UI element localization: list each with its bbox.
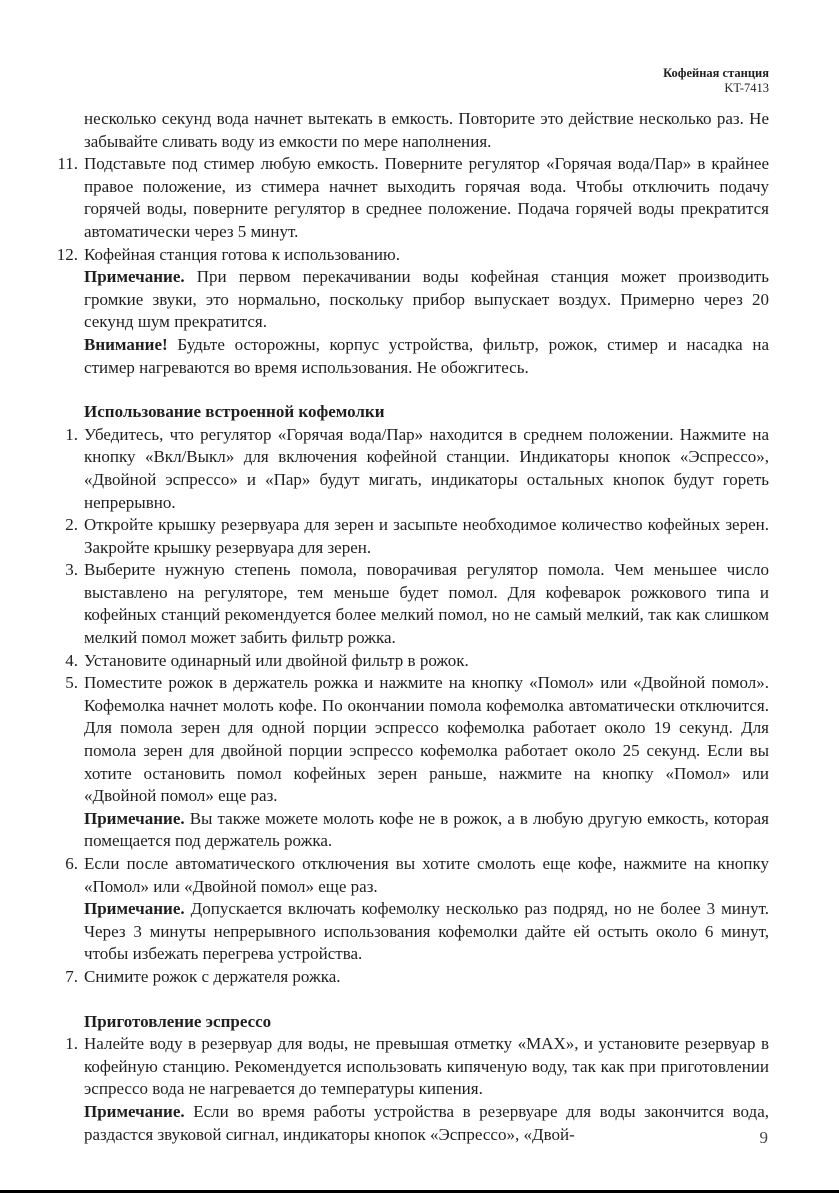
grinder-steps-list	[50, 424, 769, 989]
page-header	[663, 66, 769, 96]
note-label: Примечание.	[84, 1101, 185, 1121]
note-label: Примечание.	[84, 899, 185, 919]
page-number: 9	[759, 1128, 768, 1147]
item-text: Убедитесь, что регулятор «Горячая вода/Пар» находится в среднем положении. Нажмите на кнопку «Вкл/Выкл» для включения кофейной станции. Индикаторы кнопок «Эспрессо», «Двойной эспрессо» и «Пар» будут мигать, индикаторы остальных кнопок будут гореть непрерывно.	[84, 424, 769, 512]
item-number: 3.	[65, 560, 78, 580]
item-text: Кофейная станция готова к использованию.	[84, 244, 400, 264]
item-text: Поместите рожок в держатель рожка и нажмите на кнопку «Помол» или «Двойной помол». Кофемолка начнет молоть кофе. По окончании помола кофемолка автоматически отключится. Для помола зерен для одной порции эспрессо кофемолка работает около 19 секунд. Для помола зерен для двойной порции эспрессо кофемолка работает около 25 секунд. Если вы хотите остановить помол кофейных зерен раньше, нажмите на кнопку «Помол» или «Двойной помол» еще раз.	[84, 673, 769, 806]
section-title-grinder: Использование встроенной кофемолки	[84, 402, 385, 422]
header-brand: Кофейная станция	[663, 66, 769, 80]
continuation-paragraph: несколько секунд вода начнет вытекать в емкость. Повторите это действие несколько раз. Не забывайте сливать воду из емкости по мере наполнения.	[84, 109, 769, 151]
item-number: 11.	[57, 154, 78, 174]
item-number: 4.	[65, 650, 78, 670]
note-label: Примечание.	[84, 808, 185, 828]
note-label: Примечание.	[84, 267, 185, 287]
item-text: Установите одинарный или двойной фильтр в рожок.	[84, 650, 469, 670]
list-item	[50, 244, 769, 380]
list-item	[50, 1033, 769, 1146]
note-text: Допускается включать кофемолку несколько раз подряд, но не более 3 минут. Через 3 минуты непрерывного использования кофемолки дайте ей остыть около 6 минут, чтобы избежать перегрева устройства.	[84, 899, 769, 964]
espresso-steps-list	[50, 1033, 769, 1146]
item-number: 1.	[65, 424, 78, 444]
list-item	[50, 650, 769, 673]
list-item	[50, 153, 769, 243]
item-text: Выберите нужную степень помола, поворачивая регулятор помола. Чем меньшее число выставлено на регуляторе, тем меньше будет помол. Для кофеварок рожкового типа и кофейных станций рекомендуется более мелкий помол, но не самый мелкий, так как слишком мелкий помол может забить фильтр рожка.	[84, 560, 769, 648]
list-item	[50, 559, 769, 649]
section-title-espresso: Приготовление эспрессо	[84, 1011, 272, 1031]
note	[84, 808, 769, 853]
list-item	[50, 514, 769, 559]
list-item	[50, 672, 769, 853]
warning-text: Будьте осторожны, корпус устройства, фильтр, рожок, стимер и насадка на стимер нагреваются во время использования. Не обожгитесь.	[84, 334, 769, 377]
warning-label: Внимание!	[84, 334, 168, 354]
note	[84, 1101, 769, 1146]
item-text: Снимите рожок с держателя рожка.	[84, 966, 341, 986]
item-number: 6.	[65, 854, 78, 873]
item-text: Налейте воду в резервуар для воды, не превышая отметку «MAX», и установите резервуар в кофейную станцию. Рекомендуется использовать кипяченую воду, так как при приготовлении эспрессо вода не нагревается до температуры кипения.	[84, 1034, 769, 1099]
item-number: 2.	[65, 515, 78, 535]
note-text: Если во время работы устройства в резервуаре для воды закончится вода, раздастся звуковой сигнал, индикаторы кнопок «Эспрессо», «Двой-	[84, 1101, 769, 1144]
note	[84, 266, 769, 334]
list-item	[50, 853, 769, 966]
note-text: При первом перекачивании воды кофейная станция может производить громкие звуки, это нормально, поскольку прибор выпускает воздух. Примерно через 20 секунд шум прекратится.	[84, 267, 769, 332]
note-text: Вы также можете молоть кофе не в рожок, а в любую другую емкость, которая помещается под держатель рожка.	[84, 808, 769, 851]
item-text: Откройте крышку резервуара для зерен и засыпьте необходимое количество кофейных зерен. Закройте крышку резервуара для зерен.	[84, 515, 769, 557]
item-number: 12.	[56, 244, 78, 264]
item-number: 1.	[65, 1034, 78, 1054]
note	[84, 898, 769, 966]
page-content	[50, 108, 769, 1146]
item-text: Если после автоматического отключения вы хотите смолоть еще кофе, нажмите на кнопку «Помол» или «Двойной помол» еще раз.	[84, 854, 769, 896]
warning-note	[84, 334, 769, 379]
item-number: 5.	[65, 673, 78, 693]
header-model: KT-7413	[724, 81, 769, 95]
list-item	[50, 424, 769, 514]
item-text: Подставьте под стимер любую емкость. Поверните регулятор «Горячая вода/Пар» в крайнее правое положение, из стимера начнет выходить горячая вода. Чтобы отключить подачу горячей воды, поверните регулятор в среднее положение. Подача горячей воды прекратится автоматически через 5 минут.	[84, 154, 769, 241]
list-item	[50, 966, 769, 989]
item-number: 7.	[65, 966, 78, 986]
